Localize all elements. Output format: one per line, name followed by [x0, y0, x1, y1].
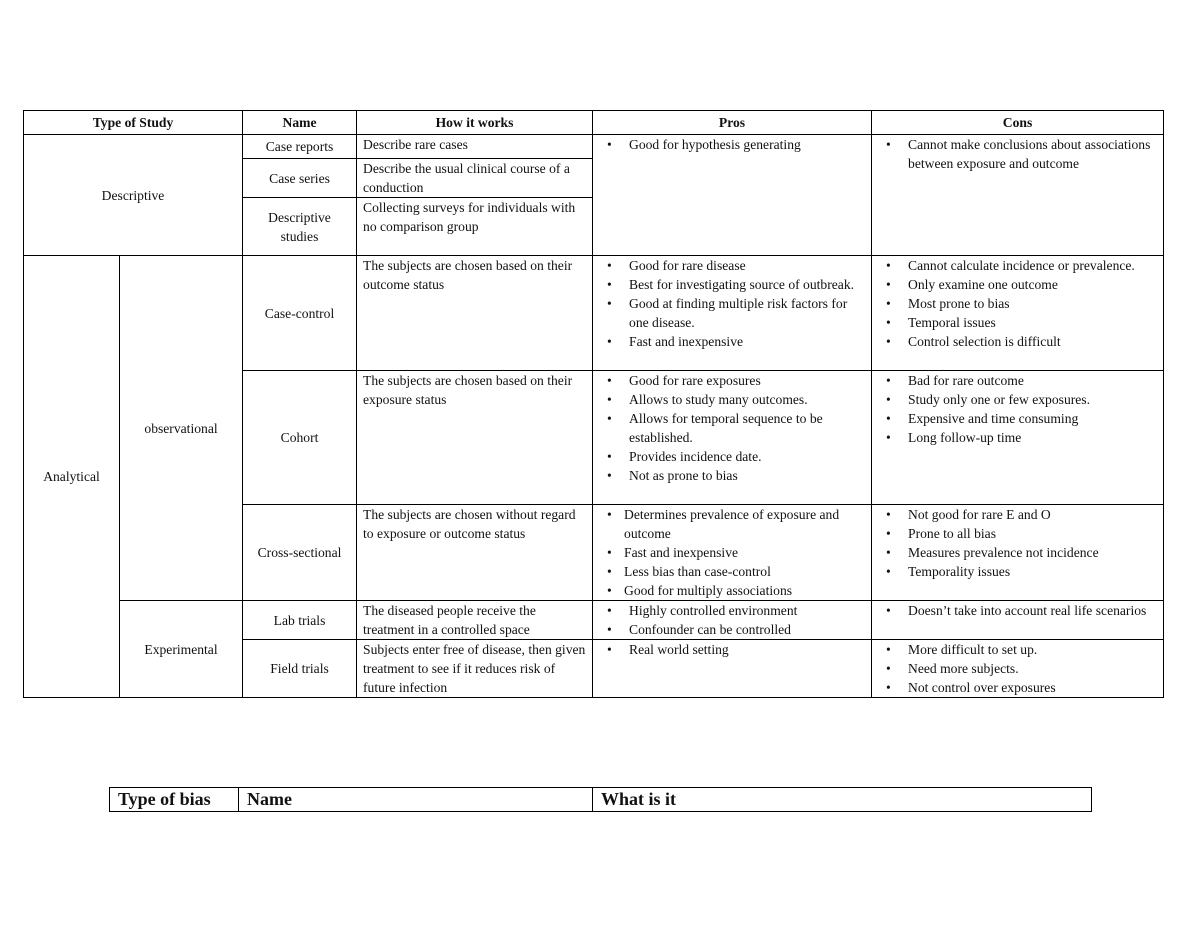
name-case-control: Case-control: [243, 256, 357, 371]
name-cross-sectional: Cross-sectional: [243, 505, 357, 601]
header-how-it-works: How it works: [357, 111, 593, 135]
header-bias-name: Name: [239, 788, 593, 812]
how-cohort: The subjects are chosen based on their exposure status: [357, 371, 593, 505]
list-item: • Study only one or few exposures.: [878, 390, 1157, 409]
how-cross-sectional: The subjects are chosen without regard to exposure or outcome status: [357, 505, 593, 601]
list-item: • Temporal issues: [878, 313, 1157, 332]
header-cons: Cons: [872, 111, 1164, 135]
list-item: • Temporality issues: [878, 562, 1157, 581]
list-item: • Need more subjects.: [878, 659, 1157, 678]
cons-cohort: [872, 371, 1164, 505]
cons-cross-sectional: [872, 505, 1164, 601]
list-item: • Control selection is difficult: [878, 332, 1157, 351]
list-item: • Allows to study many outcomes.: [599, 390, 865, 409]
how-case-reports: Describe rare cases: [357, 135, 593, 159]
list-item: • Doesn’t take into account real life scenarios: [878, 601, 1157, 620]
list-item: • Good for rare disease: [599, 256, 865, 275]
header-name: Name: [243, 111, 357, 135]
name-cohort: Cohort: [243, 371, 357, 505]
name-case-series: Case series: [243, 159, 357, 198]
cons-case-control: [872, 256, 1164, 371]
table-row: [24, 256, 1164, 371]
list-item: • Not as prone to bias: [599, 466, 865, 485]
type-descriptive: Descriptive: [24, 135, 243, 256]
list-item: • Only examine one outcome: [878, 275, 1157, 294]
pros-field-trials: [593, 640, 872, 698]
table-row: [24, 601, 1164, 640]
list-item: • Most prone to bias: [878, 294, 1157, 313]
pros-descriptive: [593, 135, 872, 256]
type-analytical: Analytical: [24, 256, 120, 698]
table-row: [24, 135, 1164, 159]
list-item: • Not good for rare E and O: [878, 505, 1157, 524]
pros-case-control: [593, 256, 872, 371]
list-item: • Good for rare exposures: [599, 371, 865, 390]
list-item: • Cannot calculate incidence or prevalence.: [878, 256, 1157, 275]
header-type-of-bias: Type of bias: [110, 788, 239, 812]
how-lab-trials: The diseased people receive the treatment in a controlled space: [357, 601, 593, 640]
study-types-table: [23, 110, 1164, 698]
subtype-observational: observational: [120, 256, 243, 601]
list-item: • Determines prevalence of exposure and outcome: [599, 505, 865, 543]
list-item: • Long follow-up time: [878, 428, 1157, 447]
header-what-is-it: What is it: [593, 788, 1092, 812]
pros-cross-sectional: [593, 505, 872, 601]
list-item: • Real world setting: [599, 640, 865, 659]
how-field-trials: Subjects enter free of disease, then given treatment to see if it reduces risk of future infection: [357, 640, 593, 698]
name-descriptive-studies: Descriptive studies: [243, 198, 357, 256]
name-field-trials: Field trials: [243, 640, 357, 698]
list-item: • Good for multiply associations: [599, 581, 865, 600]
bias-header-row: [110, 788, 1092, 812]
cons-descriptive: [872, 135, 1164, 256]
list-item: • Confounder can be controlled: [599, 620, 865, 639]
name-lab-trials: Lab trials: [243, 601, 357, 640]
cons-field-trials: [872, 640, 1164, 698]
list-item: • Good at finding multiple risk factors for one disease.: [599, 294, 865, 332]
list-item: • Best for investigating source of outbreak.: [599, 275, 865, 294]
list-item: • Good for hypothesis generating: [599, 135, 865, 154]
list-item: • Bad for rare outcome: [878, 371, 1157, 390]
list-item: • Highly controlled environment: [599, 601, 865, 620]
how-case-control: The subjects are chosen based on their outcome status: [357, 256, 593, 371]
list-item: • More difficult to set up.: [878, 640, 1157, 659]
list-item: • Fast and inexpensive: [599, 332, 865, 351]
list-item: • Expensive and time consuming: [878, 409, 1157, 428]
list-item: • Measures prevalence not incidence: [878, 543, 1157, 562]
header-row: [24, 111, 1164, 135]
name-case-reports: Case reports: [243, 135, 357, 159]
bias-table: [109, 787, 1092, 812]
pros-lab-trials: [593, 601, 872, 640]
list-item: • Provides incidence date.: [599, 447, 865, 466]
header-pros: Pros: [593, 111, 872, 135]
pros-cohort: [593, 371, 872, 505]
subtype-experimental: Experimental: [120, 601, 243, 698]
how-descriptive-studies: Collecting surveys for individuals with no comparison group: [357, 198, 593, 256]
how-case-series: Describe the usual clinical course of a conduction: [357, 159, 593, 198]
list-item: • Cannot make conclusions about associations between exposure and outcome: [878, 135, 1157, 173]
list-item: • Prone to all bias: [878, 524, 1157, 543]
header-type-of-study: Type of Study: [24, 111, 243, 135]
list-item: • Allows for temporal sequence to be established.: [599, 409, 865, 447]
list-item: • Not control over exposures: [878, 678, 1157, 697]
cons-lab-trials: [872, 601, 1164, 640]
list-item: • Fast and inexpensive: [599, 543, 865, 562]
list-item: • Less bias than case-control: [599, 562, 865, 581]
